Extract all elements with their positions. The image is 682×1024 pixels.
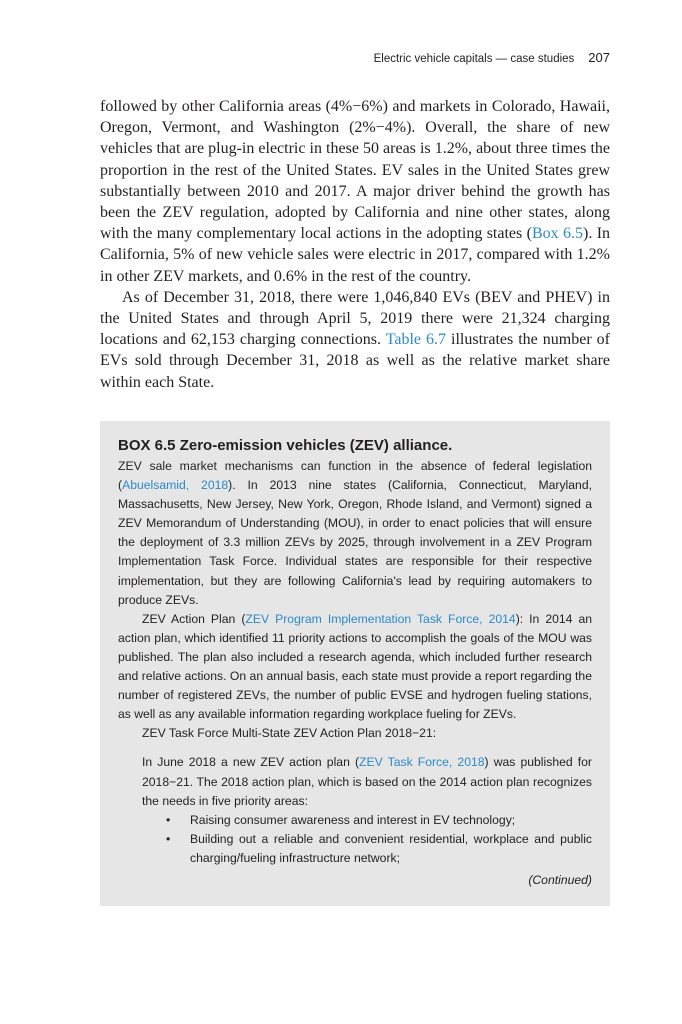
table-6-7-link[interactable]: Table 6.7 (385, 331, 447, 349)
continued-label: (Continued) (528, 872, 592, 887)
box-text-segment: ZEV Action Plan ( (142, 611, 246, 626)
box-text-segment: ): In 2014 an action plan, which identified 11 priority actions to accomplish the goals of the MOU was published. The plan also included a research agenda, which included further research and relative actions. On an annual basis, each state must provide a report regarding the number of registered ZEVs, the number of public EVSE and hydrogen fueling stations, as well as any available information regarding workplace fueling for ZEVs. (118, 611, 593, 722)
body-paragraph-1 (100, 96, 610, 287)
box-text-segment: ZEV sale market mechanisms can function in the absence of federal legislation ( (118, 459, 592, 493)
box-paragraph-3: ZEV Task Force Multi-State ZEV Action Plan 2018−21: (142, 726, 437, 741)
box-text-segment: In June 2018 a new ZEV action plan ( (142, 755, 360, 770)
body-text-segment: illustrates the number of EVs sold through December 31, 2018 as well as the relative market share within each State. (100, 331, 610, 391)
box-6-5 (100, 421, 610, 906)
box-6-5-link[interactable]: Box 6.5 (531, 225, 583, 243)
body-text-segment: As of December 31, 2018, there were 1,046,840 EVs (BEV and PHEV) in the United States and through April 5, 2019 there were 21,324 charging locations and 62,153 charging connections. (100, 288, 610, 349)
box-text-segment: ). In 2013 nine states (California, Connecticut, Maryland, Massachusetts, New Jersey, New York, Oregon, Rhode Island, and Vermont) signed a ZEV Memorandum of Understanding (MOU), in order to enact policies that will ensure the deployment of 3.3 million ZEVs by 2025, through involvement in a ZEV Program Implementation Task Force. Individual states are responsible for their respective implementation, but they are following California's lead by requiring automakers to produce ZEVs. (118, 478, 592, 607)
priority-areas-list (142, 811, 592, 868)
bullet-icon: • (166, 812, 171, 827)
running-title: Electric vehicle capitals — case studies (373, 53, 575, 65)
list-item-text: Raising consumer awareness and interest in EV technology; (190, 812, 516, 827)
running-header (100, 50, 610, 65)
abuelsamid-citation-link[interactable]: Abuelsamid, 2018 (122, 478, 229, 493)
body-text-segment: ). In California, 5% of new vehicle sales were electric in 2017, compared with 1.2% in other ZEV markets, and 0.6% in the rest of the country. (100, 225, 611, 285)
main-body-text (100, 96, 610, 393)
bullet-icon: • (166, 831, 171, 846)
zev-task-force-2018-citation-link[interactable]: ZEV Task Force, 2018 (359, 755, 485, 770)
box-quote (142, 753, 592, 868)
page-number: 207 (588, 50, 610, 65)
box-title: BOX 6.5 Zero-emission vehicles (ZEV) alliance. (118, 437, 453, 454)
box-text-segment: ) was published for 2018−21. The 2018 action plan, which is based on the 2014 action plan recognizes the needs in five priority areas: (142, 755, 592, 808)
box-paragraph-2 (118, 610, 592, 725)
list-item (166, 830, 592, 868)
body-paragraph-2 (100, 287, 610, 393)
zev-task-force-2014-citation-link[interactable]: ZEV Program Implementation Task Force, 2014 (245, 611, 516, 626)
box-quote-paragraph (142, 753, 592, 810)
list-item-text: Building out a reliable and convenient residential, workplace and public charging/fueling infrastructure network; (190, 831, 592, 865)
box-paragraph-1 (118, 457, 592, 610)
body-text-segment: followed by other California areas (4%−6%) and markets in Colorado, Hawaii, Oregon, Vermont, and Washington (2%−4%). Overall, the share of new vehicles that are plug-in electric in these 50 areas is 1.2%, about three times the proportion in the rest of the United States. EV sales in the United States grew substantially between 2010 and 2017. A major driver behind the growth has been the ZEV regulation, adopted by California and nine other states, along with the many complementary local actions in the adopting states ( (100, 98, 610, 243)
list-item (166, 811, 592, 830)
